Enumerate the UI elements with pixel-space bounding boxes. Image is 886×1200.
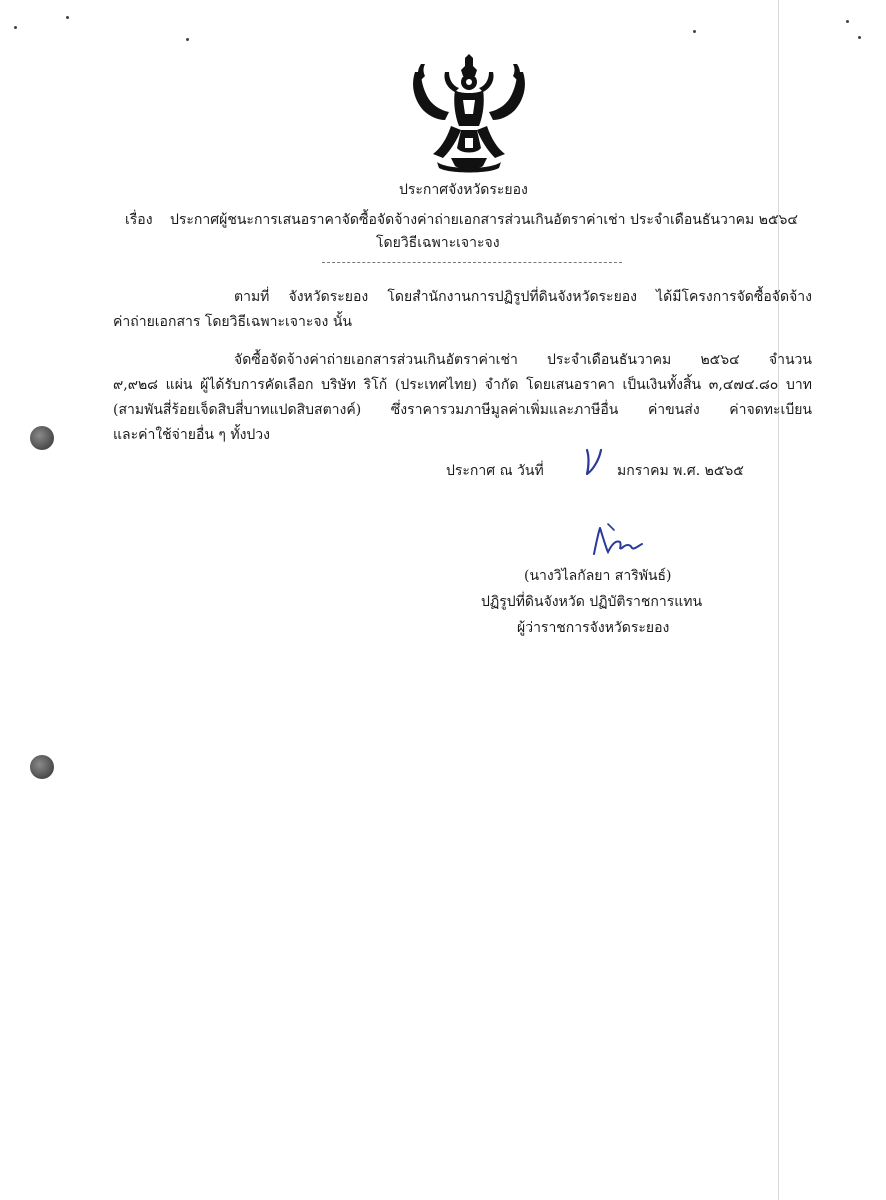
subject-label: เรื่อง (125, 212, 153, 228)
subject-line-2: โดยวิธีเฉพาะเจาะจง (376, 235, 500, 251)
punch-hole-top (30, 426, 54, 450)
scan-speck (858, 36, 861, 39)
scan-edge-line (778, 0, 779, 1200)
paragraph-2-line-4: และค่าใช้จ่ายอื่น ๆ ทั้งปวง (113, 427, 271, 443)
signer-position-1: ปฏิรูปที่ดินจังหวัด ปฏิบัติราชการแทน (481, 594, 703, 610)
scan-speck (846, 20, 849, 23)
paragraph-2-line-3: (สามพันสี่ร้อยเจ็ดสิบสี่บาทแปดสิบสตางค์) ซึ่งราคารวมภาษีมูลค่าเพิ่มและภาษีอื่น ค่าขนส่ง ค่าจดทะเบียน (113, 402, 812, 418)
signature-mark (586, 520, 648, 560)
handwritten-day (583, 446, 605, 480)
header-divider (322, 262, 622, 263)
signer-position-2: ผู้ว่าราชการจังหวัดระยอง (517, 620, 670, 636)
date-month-year: มกราคม พ.ศ. ๒๕๖๕ (617, 463, 744, 479)
paragraph-2-line-2: ๙,๙๒๘ แผ่น ผู้ได้รับการคัดเลือก บริษัท ริโก้ (ประเทศไทย) จำกัด โดยเสนอราคา เป็นเงินทั้งสิ้น ๓,๔๗๔.๘๐ บาท (113, 377, 812, 393)
paragraph-1-line-1: ตามที่ จังหวัดระยอง โดยสำนักงานการปฏิรูปที่ดินจังหวัดระยอง ได้มีโครงการจัดซื้อจัดจ้าง (234, 289, 812, 305)
signer-name: (นางวิไลกัลยา สาริพันธ์) (524, 568, 672, 584)
garuda-emblem (407, 54, 531, 174)
subject-line-1: ประกาศผู้ชนะการเสนอราคาจัดซื้อจัดจ้างค่าถ่ายเอกสารส่วนเกินอัตราค่าเช่า ประจำเดือนธันวาคม ๒๕๖๔ (170, 212, 799, 228)
paragraph-1-line-2: ค่าถ่ายเอกสาร โดยวิธีเฉพาะเจาะจง นั้น (113, 314, 352, 330)
scan-speck (14, 26, 17, 29)
scan-speck (693, 30, 696, 33)
scan-speck (66, 16, 69, 19)
punch-hole-bottom (30, 755, 54, 779)
date-prefix: ประกาศ ณ วันที่ (446, 463, 544, 479)
scan-speck (186, 38, 189, 41)
office-title: ประกาศจังหวัดระยอง (399, 182, 528, 198)
paragraph-2-line-1: จัดซื้อจัดจ้างค่าถ่ายเอกสารส่วนเกินอัตราค่าเช่า ประจำเดือนธันวาคม ๒๕๖๔ จำนวน (234, 352, 812, 368)
